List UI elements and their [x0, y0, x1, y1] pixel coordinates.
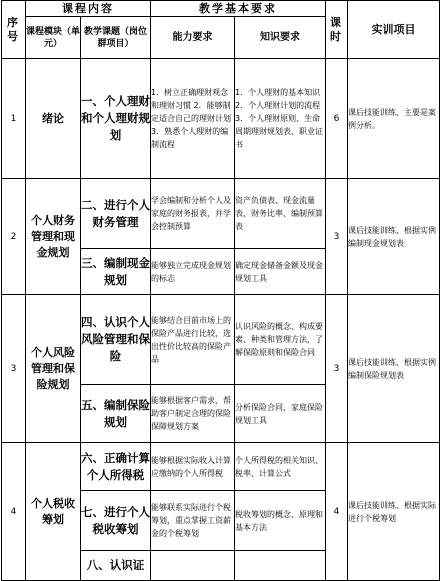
- module-cell: 个人税收筹划: [26, 443, 81, 581]
- module-cell: 绪论: [26, 59, 81, 179]
- ability-cell: 学会编制和分析个人及家庭的财务报表，并学会控制预算: [151, 179, 235, 249]
- topic-cell: 二、进行个人财务管理: [81, 179, 151, 249]
- topic-cell: 三、编制现金规划: [81, 249, 151, 295]
- ability-cell: 能够独立完成现金规划的标志: [151, 249, 235, 295]
- knowledge-cell: 税收筹划的概念、原理和基本方法: [235, 491, 326, 551]
- row-seq: 4: [2, 443, 26, 581]
- hours-cell: 3: [326, 295, 348, 443]
- ability-cell: 能够联系实际进行个税筹划，重点掌握工资薪金的个税筹划: [151, 491, 235, 551]
- header-seq: 序号: [2, 1, 26, 59]
- knowledge-cell: 资产负债表、现金流量表、财务比率、编制预算表: [235, 179, 326, 249]
- topic-cell: 五、编制保险规划: [81, 385, 151, 443]
- knowledge-cell: 个人所得税的相关知识、税率、计算公式: [235, 443, 326, 491]
- topic-cell: 六、正确计算个人所得税: [81, 443, 151, 491]
- header-hours: 课时: [326, 1, 348, 59]
- topic-cell: 一、个人理财和个人理财规划: [81, 59, 151, 179]
- topic-cell: 四、认识个人风险管理和保险: [81, 295, 151, 385]
- ability-cell: 能够根据客户需求，帮助客户制定合理的保险保障规划方案: [151, 385, 235, 443]
- row-seq: 1: [2, 59, 26, 179]
- knowledge-cell: [235, 551, 326, 581]
- row-seq: 2: [2, 179, 26, 295]
- training-cell: 课后技能训练、主要是案例分析。: [348, 59, 440, 179]
- row-seq: 3: [2, 295, 26, 443]
- training-cell: 课后技能训练、根据实际进行个税筹划: [348, 443, 440, 581]
- ability-cell: 1．树立正确理财观念和理财习惯 2．能够制定适合自己的理财计划 3．熟悉个人理财的编制流程: [151, 59, 235, 179]
- hours-cell: 3: [326, 179, 348, 295]
- ability-cell: 能够结合目前市场上的保险产品进行比较，选出性价比较高的保险产品: [151, 295, 235, 385]
- curriculum-table: [1, 0, 440, 581]
- table-row: [2, 443, 440, 491]
- training-cell: 课后技能训练、根据实例编制现金规划表: [348, 179, 440, 295]
- header-module: 课程模块（单元）: [26, 17, 81, 59]
- topic-cell: 七、进行个人税收筹划: [81, 491, 151, 551]
- module-cell: 个人风险管理和保险规划: [26, 295, 81, 443]
- training-cell: 课后技能训练、根据实例编制保险规划表: [348, 295, 440, 443]
- topic-cell: 八、认识证: [81, 551, 151, 581]
- header-training: 实训项目: [348, 1, 440, 59]
- table-row: [2, 59, 440, 179]
- hours-cell: 6: [326, 59, 348, 179]
- knowledge-cell: 确定现金储备金额及现金规划工具: [235, 249, 326, 295]
- module-cell: 个人财务管理和现金规划: [26, 179, 81, 295]
- header-topic: 教学课题（岗位群项目）: [81, 17, 151, 59]
- ability-cell: [151, 551, 235, 581]
- table-row: [2, 295, 440, 385]
- header-knowledge: 知识要求: [235, 17, 326, 59]
- header-row-1: [2, 1, 440, 17]
- hours-cell: 4: [326, 443, 348, 581]
- knowledge-cell: 分析保险合同，家庭保险规划工具: [235, 385, 326, 443]
- knowledge-cell: 认识风险的概念、构成要素、种类和管理方法，了解保险原则和保险合同: [235, 295, 326, 385]
- ability-cell: 能够根据实际收入计算应缴纳的个人所得税: [151, 443, 235, 491]
- table-row: [2, 179, 440, 249]
- knowledge-cell: 1．个人理财的基本知识 2．个人理财计划的流程 3．个人理财原则、生命周期理财规划表、职业证书: [235, 59, 326, 179]
- header-requirements: 教学基本要求: [151, 1, 326, 17]
- header-course-content: 课程内容: [26, 1, 151, 17]
- header-ability: 能力要求: [151, 17, 235, 59]
